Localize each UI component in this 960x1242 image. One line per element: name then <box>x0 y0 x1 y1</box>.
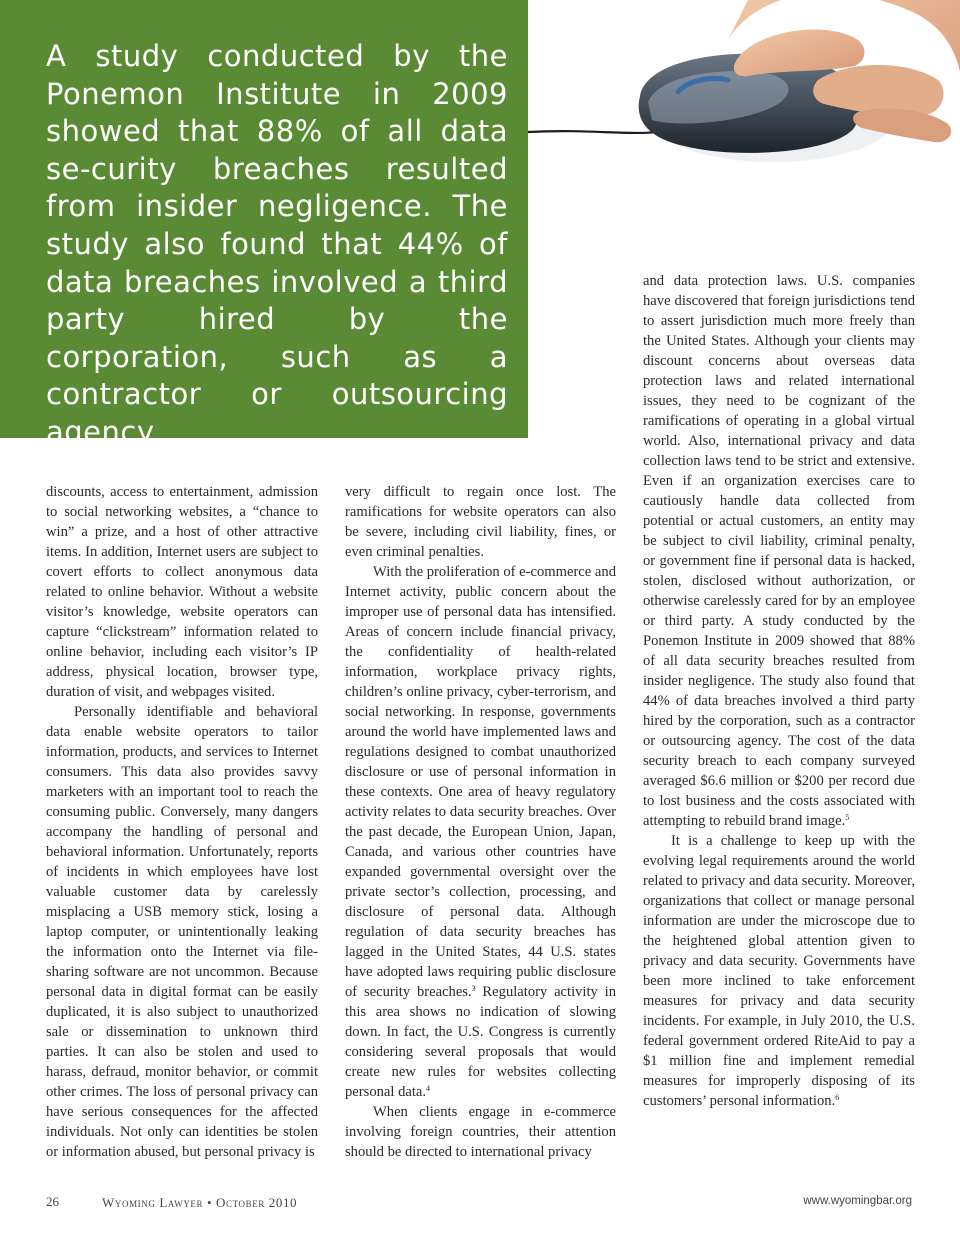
publication-name: Wyoming Lawyer • October 2010 <box>102 1195 298 1210</box>
paragraph <box>345 562 616 1102</box>
footnote-ref: 5 <box>845 813 850 822</box>
paragraph: very difficult to regain once lost. The ramifications for website operators can also be severe, including civil liability, fines, or even criminal penalties. <box>345 484 616 560</box>
paragraph-text: It is a challenge to keep up with the evolving legal requirements around the world related to privacy and data security. Moreover, organizations that collect or manage personal information are under the microscope due to the heightened global attention given to privacy and data security. Governments have been more inclined to take enforcement measures for privacy and data security incidents. For example, in July 2010, the U.S. federal government ordered RiteAid to pay a $1 million fine and implement remedial measures for improperly disposing of its customers’ personal information. <box>643 833 915 1109</box>
article-column-3 <box>643 271 915 1111</box>
page-number: 26 <box>46 1194 59 1209</box>
article-column-1 <box>46 482 318 1162</box>
paragraph: Personally identifiable and behavioral data enable website operators to tailor information, products, and services to Internet consumers. This data also provides savvy marketers with an important tool to reach the consuming public. Conversely, many dangers accompany the handling of personal and behavioral information. Unfortunately, reports of incidents in which employees have lost valuable customer data by carelessly misplacing a USB memory stick, losing a laptop computer, or unintentionally leaking the information onto the Internet via file-sharing software are not uncommon. Because personal data in digital format can be easily duplicated, it is also subject to unauthorized sale or dissemination to unknown third parties. It can also be stolen and used to harass, defraud, monitor behavior, or commit other crimes. The loss of personal privacy can have serious consequences for the affected individuals. Not only can identities be stolen or information abused, but personal privacy is <box>46 704 318 1160</box>
article-column-2 <box>345 482 616 1162</box>
pull-quote-box <box>0 0 528 449</box>
pull-quote-text: A study conducted by the Ponemon Institute in 2009 showed that 88% of all data se-curity breaches resulted from insider negligence. The study also found that 44% of data breaches involved a third party hired by the corporation, such as a contractor or outsourcing agency. <box>46 39 508 449</box>
paragraph-text: With the proliferation of e-commerce and Internet activity, public concern about the improper use of personal data has intensified. Areas of concern include financial privacy, the confidentiality of health-related information, workplace privacy rights, children’s online privacy, cyber-terrorism, and social networking. In response, governments around the world have implemented laws and regulations designed to combat unauthorized disclosure or use of personal information in these contexts. One area of heavy regulatory activity relates to data security breaches. Over the past decade, the European Union, Japan, Canada, and various other countries have expanded governmental oversight over the private sector’s collection, processing, and disclosure of personal data. Although regulation of data security breaches has lagged in the United States, 44 U.S. states have adopted laws requiring public disclosure of security breaches. <box>345 564 616 1000</box>
paragraph <box>643 831 915 1111</box>
paragraph: discounts, access to entertainment, admission to social networking websites, a “chance to win” a prize, and a host of other attractive items. In addition, Internet users are subject to covert efforts to collect anonymous data related to online behavior. Without a website visitor’s knowledge, website operators can capture “clickstream” information related to online behavior, including each visitor’s IP address, physical location, browser type, duration of visit, and webpages visited. <box>46 484 318 700</box>
computer-mouse-hand-icon <box>528 0 960 262</box>
paragraph: When clients engage in e-commerce involving foreign countries, their attention should be directed to international privacy <box>345 1104 616 1160</box>
footnote-ref: 4 <box>426 1084 431 1093</box>
paragraph-text: and data protection laws. U.S. companies have discovered that foreign jurisdictions tend to assert jurisdiction much more freely than the United States. Although your clients may discount concerns about overseas data protection laws and related international issues, they need to be cognizant of the ramifications of operating in a global virtual world. Also, international privacy and data collection laws tend to be strict and extensive. Even if an organization exercises care to cautiously handle data collected from potential or actual customers, an entity may be subject to civil liability, criminal penalty, or government fine if personal data is hacked, stolen, disclosed without authorization, or otherwise carelessly cared for by an employee or third party. A study conducted by the Ponemon Institute in 2009 showed that 88% of all data security breaches resulted from insider negligence. The study also found that 44% of data breaches involved a third party hired by the corporation, such as a contractor or outsourcing agency. The cost of the data security breach to each company surveyed averaged $6.6 million or $200 per record due to lost business and the costs associated with attempting to rebuild brand image. <box>643 273 915 829</box>
paragraph-text: Regulatory activity in this area shows no indication of slowing down. In fact, the U.S. Congress is currently considering several proposals that would create new rules for websites collecting personal data. <box>345 984 616 1100</box>
paragraph <box>643 271 915 831</box>
website-url: www.wyomingbar.org <box>803 1195 912 1207</box>
footnote-ref: 3 <box>471 984 476 993</box>
footnote-ref: 6 <box>835 1093 840 1102</box>
